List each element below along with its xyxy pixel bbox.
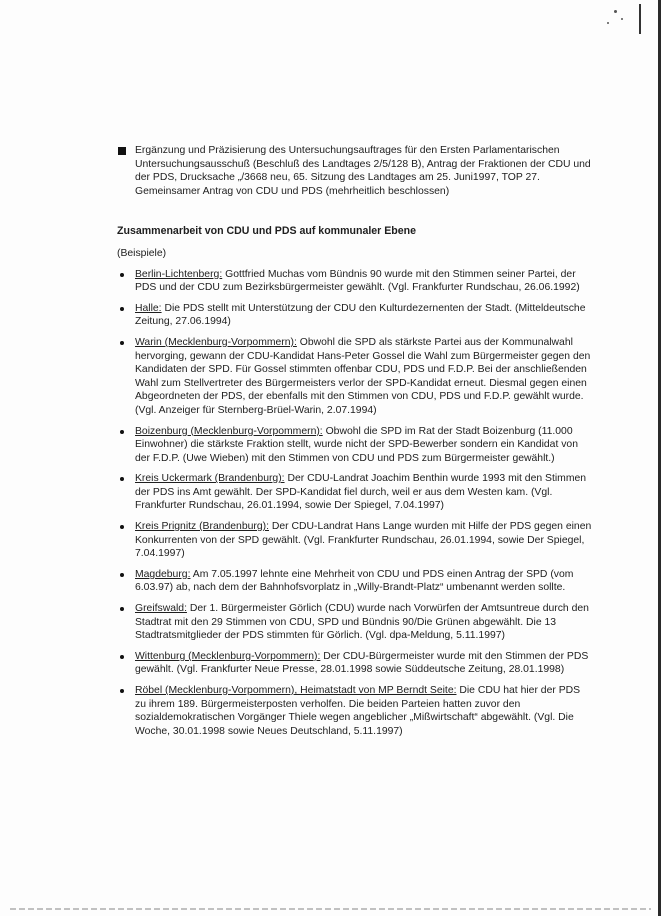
bullet-icon bbox=[120, 655, 124, 659]
bullet-icon bbox=[120, 477, 124, 481]
bullet-icon bbox=[120, 689, 124, 693]
bullet-icon bbox=[120, 573, 124, 577]
item-text: Der CDU-Landrat Joachim Benthin wurde 1993 mit den Stimmen der PDS ins Amt gewählt. Der SPD-Kandidat fiel durch, weil er aus dem Westen kam. (Vgl. Frankfurter Rundschau, 26.01.1994, sowie Der Spiegel, 7.04.1997) bbox=[135, 473, 587, 512]
place-name: Berlin-Lichtenberg: bbox=[135, 268, 223, 280]
intro-text: Ergänzung und Präzisierung des Untersuchungsauftrages für den Ersten Parlamentarischen Untersuchungsausschuß (Beschluß des Landtages 2/5/128 B), Antrag der Fraktionen der CDU und der PDS, Drucksache „/3668 neu, 65. Sitzung des Landtages am 25. Juni1997, TOP 27. Gemeinsamer Antrag von CDU und PDS (mehrheitlich beschlossen) bbox=[135, 145, 591, 197]
list-item bbox=[117, 684, 592, 738]
place-name: Halle: bbox=[135, 302, 162, 314]
item-text: Obwohl die SPD im Rat der Stadt Boizenburg (11.000 Einwohner) die stärkste Fraktion stellt, wurde nicht der SPD-Bewerber sondern ein Kandidat von der F.D.P. (Uwe Wieben) mit den Stimmen von CDU und PDS zum Bürgermeister gewählt.) bbox=[135, 425, 578, 464]
place-name: Greifswald: bbox=[135, 603, 187, 615]
scan-speckle bbox=[607, 22, 609, 24]
place-name: Kreis Prignitz (Brandenburg): bbox=[135, 521, 269, 533]
bullet-icon bbox=[120, 273, 124, 277]
list-item bbox=[117, 520, 592, 561]
scan-speckle bbox=[614, 10, 617, 13]
item-text: Am 7.05.1997 lehnte eine Mehrheit von CDU und PDS einen Antrag der SPD (vom 6.03.97) ab, nach dem der Bahnhofsvorplatz in „Willy-Brandt-Platz“ umbenannt werden sollte. bbox=[135, 568, 574, 594]
scan-mark-top-right bbox=[639, 4, 641, 34]
list-item bbox=[117, 472, 592, 513]
intro-paragraph bbox=[117, 144, 592, 198]
list-item bbox=[117, 650, 592, 677]
item-text: Der CDU-Bürgermeister wurde mit den Stimmen der PDS gewählt. (Vgl. Frankfurter Neue Presse, 28.01.1998 sowie Süddeutsche Zeitung, 28.01.1998) bbox=[135, 650, 589, 676]
place-name: Röbel (Mecklenburg-Vorpommern), Heimatstadt von MP Berndt Seite: bbox=[135, 685, 457, 696]
bullet-icon bbox=[120, 341, 124, 345]
list-item bbox=[117, 336, 592, 418]
scan-speckle bbox=[621, 18, 623, 20]
section-subheading: (Beispiele) bbox=[117, 247, 167, 259]
scan-edge-bottom bbox=[10, 908, 651, 910]
list-item bbox=[117, 302, 592, 329]
bullet-icon bbox=[120, 307, 124, 311]
item-text: Die CDU hat hier der PDS zu ihrem 189. Bürgermeisterposten verholfen. Die beiden Parteien hatten zuvor den sozialdemokratischen Vorgänger Thiele wegen angeblicher „Mißwirtschaft“ abgewählt. (Vgl. Die Woche, 30.01.1998 sowie Neues Deutschland, 5.11.1997) bbox=[135, 685, 581, 737]
item-text: Die PDS stellt mit Unterstützung der CDU den Kulturdezernenten der Stadt. (Mitteldeutsche Zeitung, 27.06.1994) bbox=[135, 302, 586, 328]
list-item bbox=[117, 568, 592, 595]
item-text: Der CDU-Landrat Hans Lange wurden mit Hilfe der PDS gegen einen Konkurrenten von der SPD gewählt. (Vgl. Frankfurter Rundschau, 26.01.1994, sowie Der Spiegel, 7.04.1997) bbox=[135, 521, 592, 560]
section-heading: Zusammenarbeit von CDU und PDS auf kommunaler Ebene bbox=[117, 225, 417, 238]
bullet-icon bbox=[120, 525, 124, 529]
list-item bbox=[117, 268, 592, 295]
place-name: Boizenburg (Mecklenburg-Vorpommern): bbox=[135, 425, 323, 437]
place-name: Kreis Uckermark (Brandenburg): bbox=[135, 473, 285, 485]
example-list bbox=[117, 268, 592, 739]
list-item bbox=[117, 425, 592, 466]
square-bullet-icon bbox=[118, 147, 126, 155]
place-name: Magdeburg: bbox=[135, 568, 191, 580]
place-name: Warin (Mecklenburg-Vorpommern): bbox=[135, 336, 297, 348]
bullet-icon bbox=[120, 607, 124, 611]
item-text: Obwohl die SPD als stärkste Partei aus der Kommunalwahl hervorging, gewann der CDU-Kandidat Hans-Peter Gossel die Wahl zum Bürgermeister gegen den Kandidaten der SPD. Für Gossel stimmten offenbar CDU, PDS und F.D.P. Bei der anschließenden Wahl zum Stellvertreter des Bürgermeisters verlor der SPD-Kandidat erneut. Diesmal gegen einen Abgeordneten der PDS, der ebenfalls mit den Stimmen von CDU, PDS und F.D.P. gewählt wurde. (Vgl. Anzeiger für Sternberg-Brüel-Warin, 2.07.1994) bbox=[135, 336, 591, 416]
item-text: Gottfried Muchas vom Bündnis 90 wurde mit den Stimmen seiner Partei, der PDS und der CDU zum Bezirksbürgermeister gewählt. (Vgl. Frankfurter Rundschau, 26.06.1992) bbox=[135, 268, 580, 294]
document-body bbox=[117, 144, 592, 738]
list-item bbox=[117, 602, 592, 643]
item-text: Der 1. Bürgermeister Görlich (CDU) wurde nach Vorwürfen der Amtsuntreue durch den Stadtrat mit den 29 Stimmen von CDU, SPD und Bündnis 90/Die Grünen abgewählt. Die 13 Stadtratsmitglieder der PDS stimmten für Görlich. (Vgl. dpa-Meldung, 5.11.1997) bbox=[135, 603, 589, 642]
place-name: Wittenburg (Mecklenburg-Vorpommern): bbox=[135, 650, 321, 662]
bullet-icon bbox=[120, 430, 124, 434]
